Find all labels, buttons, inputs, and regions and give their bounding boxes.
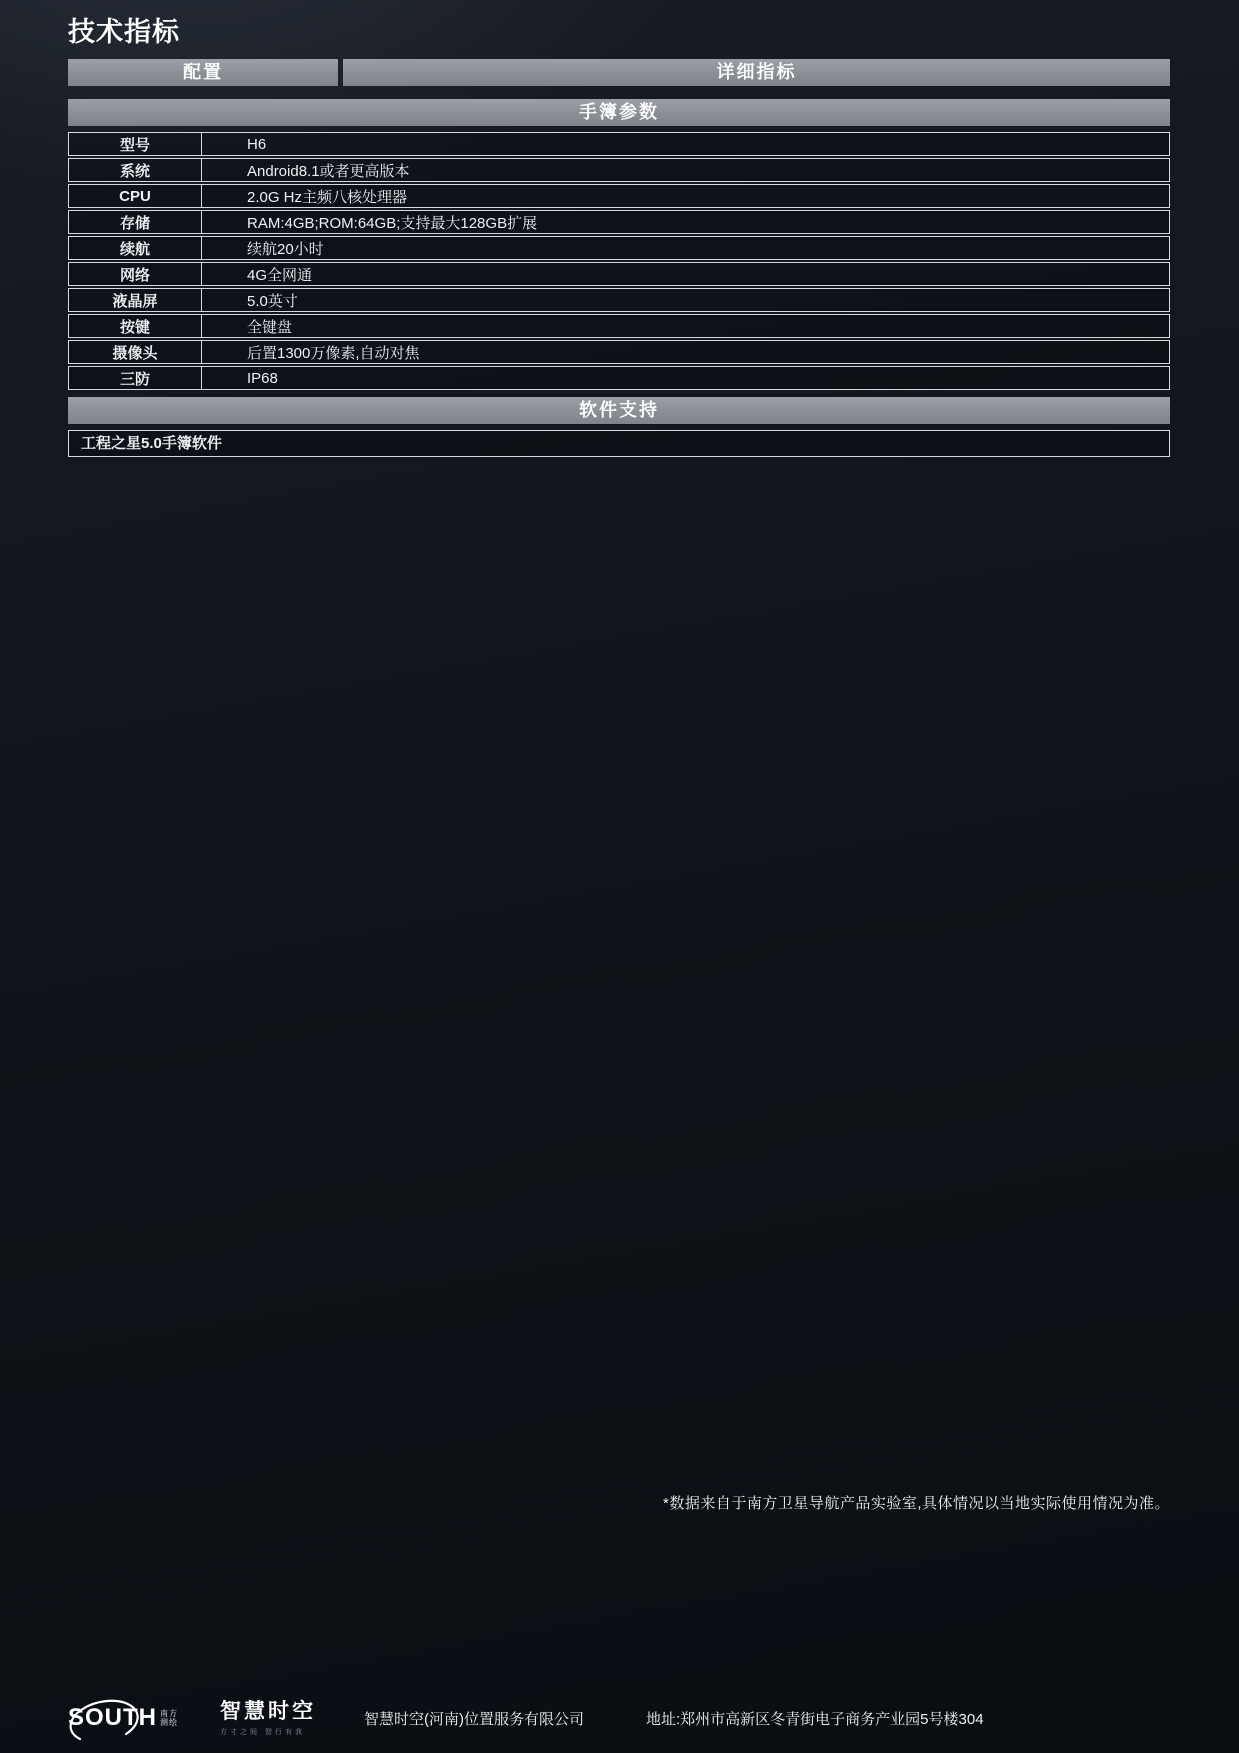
handheld-row — [68, 158, 1170, 182]
handheld-label-cell: 三防 — [69, 367, 202, 389]
handheld-row — [68, 236, 1170, 260]
handheld-label-cell: 网络 — [69, 263, 202, 285]
handheld-row — [68, 132, 1170, 156]
company-name: 智慧时空(河南)位置服务有限公司 — [364, 1710, 584, 1728]
south-logo-text: SOUTH — [68, 1704, 157, 1731]
handheld-row — [68, 340, 1170, 364]
handheld-label-cell: 存储 — [69, 211, 202, 233]
company-address: 地址:郑州市高新区冬青街电子商务产业园5号楼304 — [646, 1710, 984, 1728]
south-logo — [68, 1693, 178, 1743]
footnote: *数据来自于南方卫星导航产品实验室,具体情况以当地实际使用情况为准。 — [662, 1495, 1170, 1512]
handheld-value-cell: 续航20小时 — [247, 240, 324, 258]
brand-logo-text: 智慧时空 — [220, 1699, 316, 1723]
handheld-label-cell: CPU — [69, 185, 202, 207]
handheld-label-cell: 系统 — [69, 159, 202, 181]
handheld-row — [68, 288, 1170, 312]
detail-header-bar: 详细指标 — [343, 59, 1170, 86]
handheld-row — [68, 262, 1170, 286]
handheld-value-cell: 4G全网通 — [247, 266, 313, 284]
handheld-row — [68, 366, 1170, 390]
handheld-value-cell: H6 — [247, 135, 267, 153]
brand-logo — [220, 1700, 316, 1737]
handheld-value-cell: Android8.1或者更高版本 — [247, 162, 410, 180]
handheld-value-cell: IP68 — [247, 369, 278, 387]
handheld-label-cell: 按键 — [69, 315, 202, 337]
south-logo-subtext — [160, 1709, 178, 1727]
handheld-value-cell: 5.0英寸 — [247, 292, 298, 310]
handheld-value-cell: RAM:4GB;ROM:64GB;支持最大128GB扩展 — [247, 214, 538, 232]
handheld-value-cell: 后置1300万像素,自动对焦 — [247, 344, 420, 362]
handheld-label-cell: 型号 — [69, 133, 202, 155]
spec-table-header-row — [68, 59, 1170, 86]
page-title: 技术指标 — [68, 17, 180, 47]
south-sub-top: 南方 — [160, 1709, 178, 1718]
config-header-bar: 配置 — [68, 59, 338, 86]
handheld-value-cell: 2.0G Hz主频八核处理器 — [247, 188, 408, 206]
handheld-section-header: 手簿参数 — [68, 99, 1170, 126]
handheld-row — [68, 184, 1170, 208]
handheld-row — [68, 314, 1170, 338]
handheld-label-cell: 液晶屏 — [69, 289, 202, 311]
handheld-table — [68, 132, 1170, 390]
handheld-row — [68, 210, 1170, 234]
handheld-label-cell: 摄像头 — [69, 341, 202, 363]
handheld-label-cell: 续航 — [69, 237, 202, 259]
software-section-header: 软件支持 — [68, 397, 1170, 424]
south-sub-bottom: 测绘 — [160, 1718, 178, 1727]
handheld-value-cell: 全键盘 — [247, 318, 293, 336]
brand-tagline: 方寸之间 智行有我 — [220, 1728, 305, 1736]
software-row: 工程之星5.0手簿软件 — [68, 430, 1170, 457]
footer — [68, 1693, 1170, 1743]
